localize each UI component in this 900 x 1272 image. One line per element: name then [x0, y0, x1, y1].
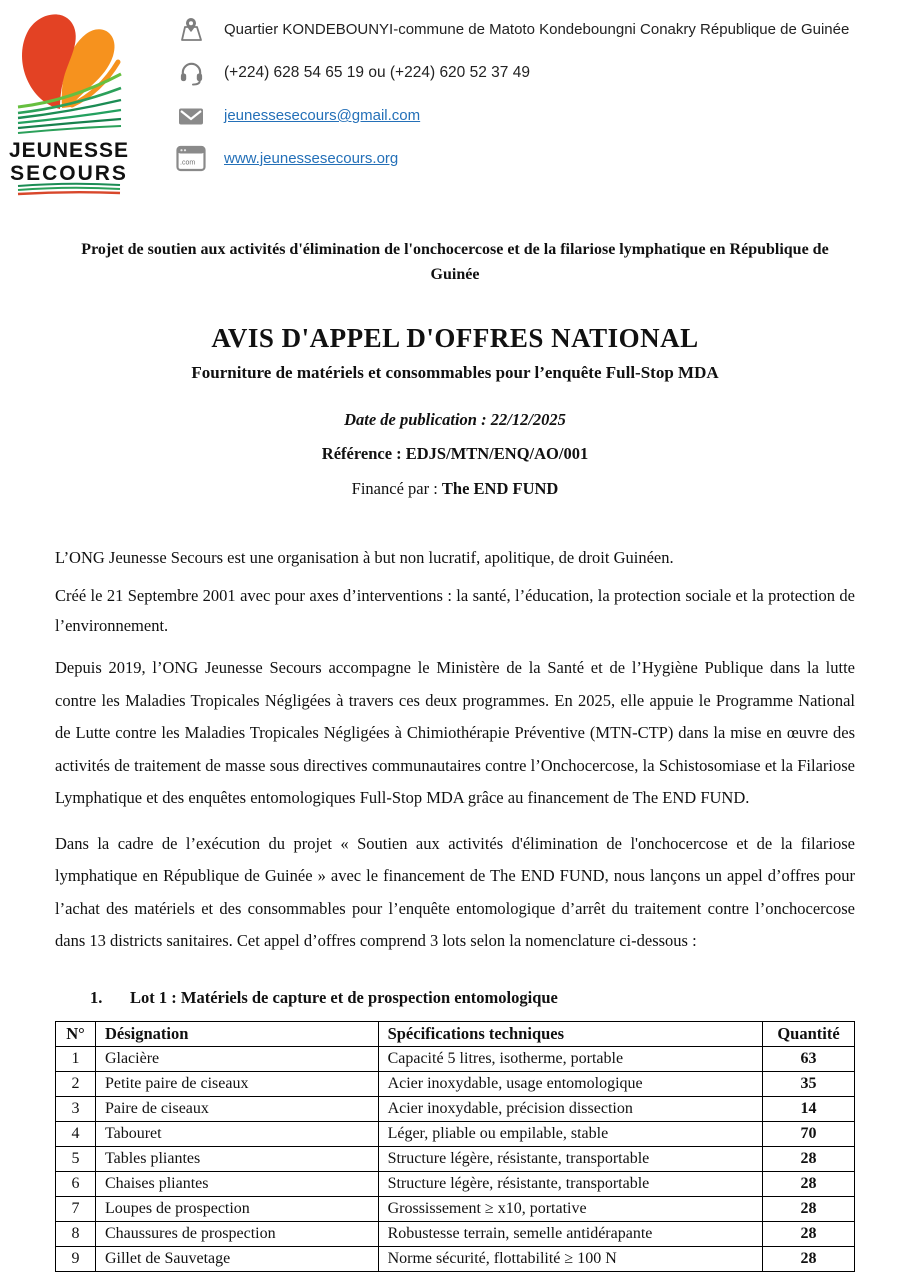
table-row [56, 1221, 855, 1246]
table-header-cell: N° [56, 1021, 96, 1046]
table-header-cell: Spécifications techniques [378, 1021, 762, 1046]
logo-graphic [8, 6, 132, 196]
table-row [56, 1121, 855, 1146]
table-cell: 28 [763, 1196, 855, 1221]
paragraph-appel: Dans la cadre de l’exécution du projet « Soutien aux activités d'élimination de l'onchocercose et de la filariose lymphatique en République de Guinée » avec le financement de The END FUND, nous lançons un appel d’offres pour l’achat des matériels et des consommables pour l’enquête entomologique d’arrêt du traitement contre l’onchocercose dans 13 districts sanitaires. Cet appel d’offres comprend 3 lots selon la nomenclature ci-dessous : [55, 833, 855, 950]
project-title: Projet de soutien aux activités d'élimination de l'onchocercose et de la filariose lymphatique en République de Guinée [81, 241, 829, 283]
table-cell: Gillet de Sauvetage [95, 1246, 378, 1271]
table-cell: Chaises pliantes [95, 1171, 378, 1196]
table-row [56, 1096, 855, 1121]
lot1-heading-number: 1. [90, 987, 103, 1007]
table-cell: Petite paire de ciseaux [95, 1071, 378, 1096]
lot1-heading [90, 988, 855, 1008]
table-row [56, 1046, 855, 1071]
email-row [174, 94, 894, 137]
table-cell: Tables pliantes [95, 1146, 378, 1171]
document-body [0, 237, 900, 1272]
email-link[interactable]: jeunessesecours@gmail.com [224, 107, 421, 124]
lot1-table [55, 1021, 855, 1272]
table-cell: Capacité 5 litres, isotherme, portable [378, 1046, 762, 1071]
funded-by-value: The END FUND [441, 479, 559, 498]
logo-text-secours: SECOURS [10, 162, 128, 185]
lot1-heading-text: Lot 1 : Matériels de capture et de prospection entomologique [130, 987, 558, 1007]
main-title: AVIS D'APPEL D'OFFRES NATIONAL [211, 323, 699, 353]
table-cell: Norme sécurité, flottabilité ≥ 100 N [378, 1246, 762, 1271]
location-icon [174, 16, 208, 44]
funded-by-label: Financé par : [351, 479, 442, 498]
table-cell: 7 [56, 1196, 96, 1221]
publication-date: Date de publication : 22/12/2025 [344, 410, 566, 429]
table-cell: Acier inoxydable, précision dissection [378, 1096, 762, 1121]
table-cell: 8 [56, 1221, 96, 1246]
table-cell: 6 [56, 1171, 96, 1196]
table-cell: 4 [56, 1121, 96, 1146]
table-cell: 5 [56, 1146, 96, 1171]
table-cell: 28 [763, 1146, 855, 1171]
letterhead [0, 0, 900, 201]
funded-by-line [55, 479, 855, 499]
phone-text: (+224) 628 54 65 19 ou (+224) 620 52 37 49 [224, 63, 530, 81]
browser-icon-label: .com [180, 159, 196, 166]
website-row [174, 137, 894, 180]
table-cell: 14 [763, 1096, 855, 1121]
table-cell: Glacière [95, 1046, 378, 1071]
table-row [56, 1196, 855, 1221]
table-cell: Grossissement ≥ x10, portative [378, 1196, 762, 1221]
website-link[interactable]: www.jeunessesecours.org [224, 150, 399, 167]
table-cell: 28 [763, 1246, 855, 1271]
table-header-row [56, 1021, 855, 1046]
phone-row [174, 51, 894, 94]
table-cell: 35 [763, 1071, 855, 1096]
table-row [56, 1146, 855, 1171]
table-cell: 28 [763, 1221, 855, 1246]
address-text: Quartier KONDEBOUNYI-commune de Matoto Kondeboungni Conakry République de Guinée [224, 21, 850, 38]
paragraph-intro: L’ONG Jeunesse Secours est une organisation à but non lucratif, apolitique, de droit Guinéen. [55, 548, 674, 567]
table-cell: 1 [56, 1046, 96, 1071]
browser-icon [174, 143, 208, 175]
logo-text-jeunesse: JEUNESSE [8, 139, 130, 162]
table-row [56, 1071, 855, 1096]
table-cell: 2 [56, 1071, 96, 1096]
paragraph-programmes: Depuis 2019, l’ONG Jeunesse Secours accompagne le Ministère de la Santé et de l’Hygiène Publique dans la lutte contre les Maladies Tropicales Négligées à travers ces deux programmes. En 2025, elle appuie le Programme National de Lutte contre les Maladies Tropicales Négligées à Chimiothérapie Préventive (MTN-CTP) dans la mise en œuvre des activités de traitement de masse sous directives communautaires contre l’Onchocercose, la Schistosomiase et la Filariose Lymphatique et des enquêtes entomologiques Full-Stop MDA grâce au financement de The END FUND. [55, 658, 855, 807]
table-header-cell: Désignation [95, 1021, 378, 1046]
reference-number: Référence : EDJS/MTN/ENQ/AO/001 [321, 444, 589, 463]
table-cell: 70 [763, 1121, 855, 1146]
contact-block [174, 6, 894, 201]
table-cell: Robustesse terrain, semelle antidérapante [378, 1221, 762, 1246]
table-cell: 28 [763, 1171, 855, 1196]
table-cell: Léger, pliable ou empilable, stable [378, 1121, 762, 1146]
jeunesse-secours-logo [8, 6, 138, 201]
table-cell: Tabouret [95, 1121, 378, 1146]
paragraph-creation: Créé le 21 Septembre 2001 avec pour axes d’interventions : la santé, l’éducation, la protection sociale et la protection de l’environnement. [55, 586, 855, 635]
table-cell: 9 [56, 1246, 96, 1271]
table-cell: Loupes de prospection [95, 1196, 378, 1221]
subtitle: Fourniture de matériels et consommables pour l’enquête Full-Stop MDA [191, 363, 719, 382]
headset-icon [174, 59, 208, 86]
address-row [174, 8, 894, 51]
table-row [56, 1171, 855, 1196]
table-cell: Acier inoxydable, usage entomologique [378, 1071, 762, 1096]
table-cell: Paire de ciseaux [95, 1096, 378, 1121]
table-header-cell: Quantité [763, 1021, 855, 1046]
table-row [56, 1246, 855, 1271]
envelope-icon [174, 102, 208, 130]
table-cell: Chaussures de prospection [95, 1221, 378, 1246]
table-cell: 3 [56, 1096, 96, 1121]
table-cell: Structure légère, résistante, transportable [378, 1146, 762, 1171]
table-cell: Structure légère, résistante, transportable [378, 1171, 762, 1196]
table-cell: 63 [763, 1046, 855, 1071]
